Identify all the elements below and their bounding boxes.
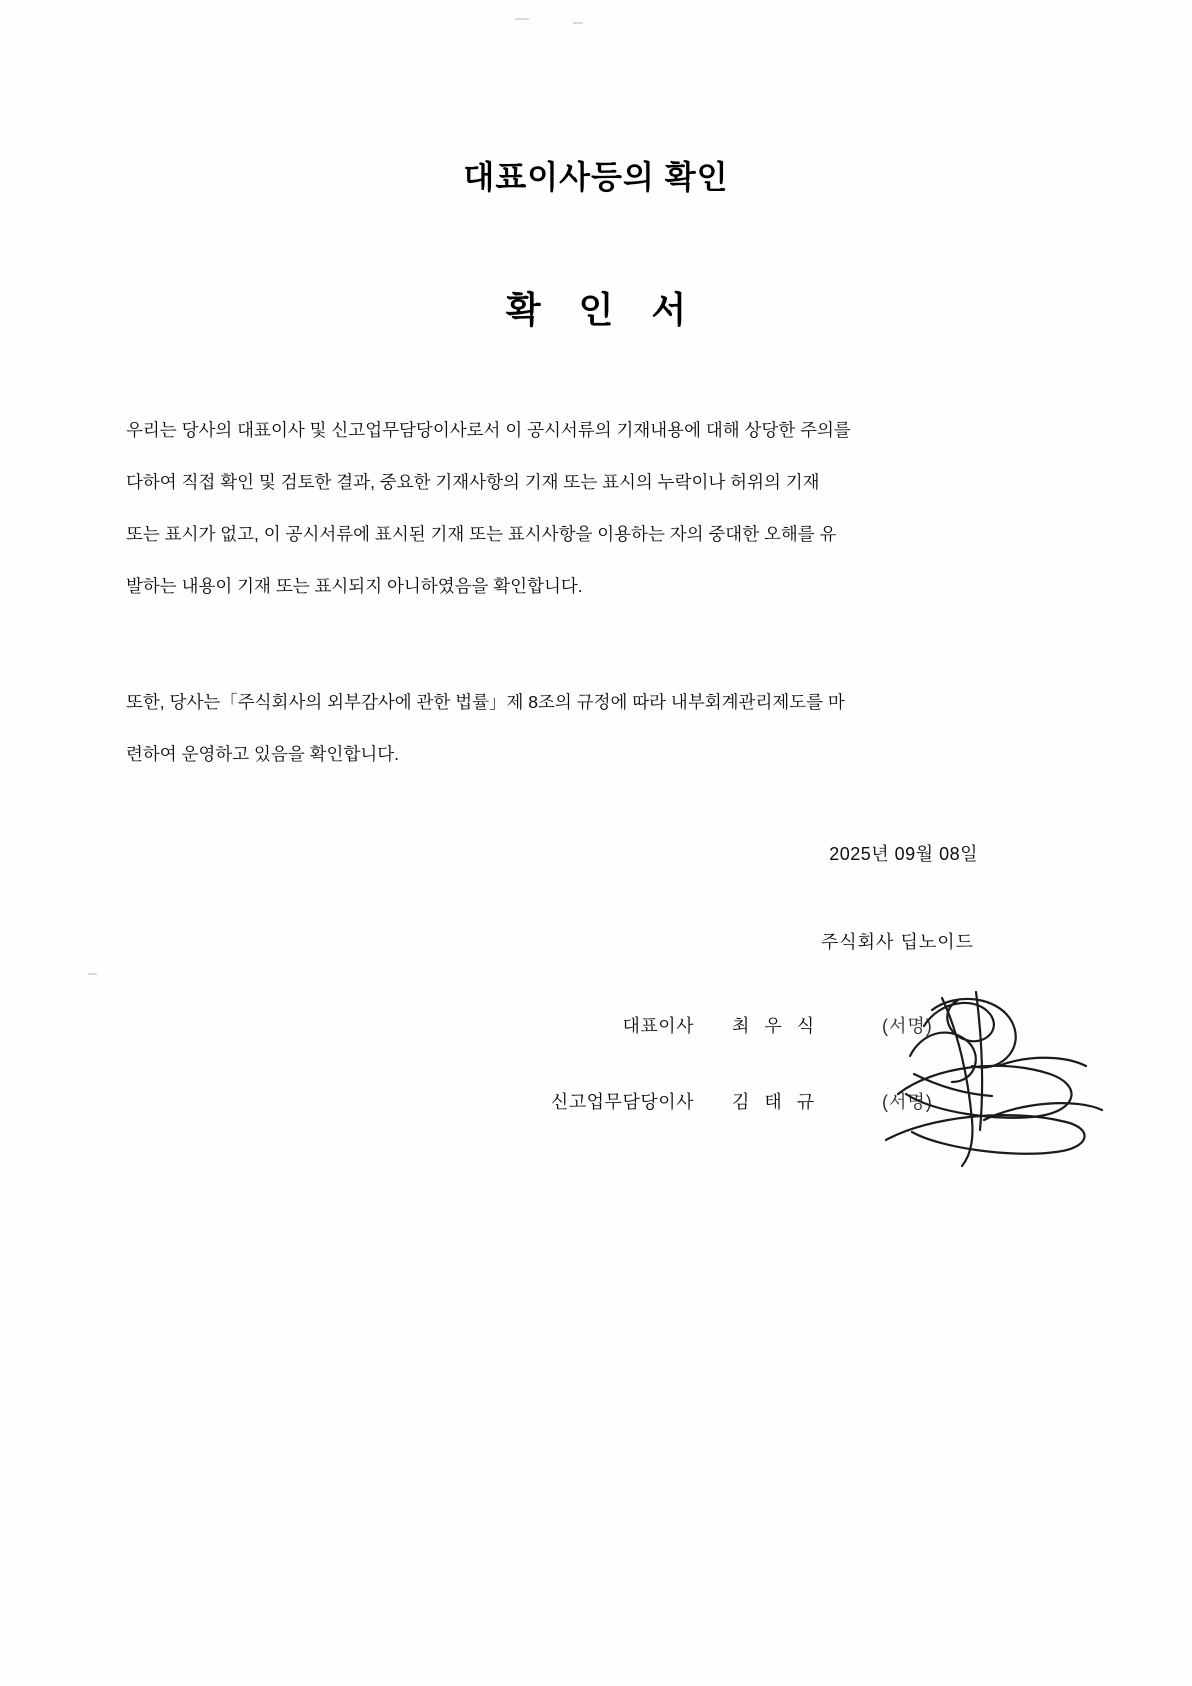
- signer-role-ceo: 대표이사: [622, 1016, 694, 1036]
- paragraph-2-line-1: 또한, 당사는「주식회사의 외부감사에 관한 법률」제 8조의 규정에 따라 내부회계관리제도를 마: [126, 692, 845, 712]
- paragraph-1-line-3: 또는 표시가 없고, 이 공시서류에 표시된 기재 또는 표시사항을 이용하는 자의 중대한 오해를 유: [126, 524, 837, 544]
- scan-speck-1: [515, 18, 529, 20]
- paragraph-1-line-2: 다하여 직접 확인 및 검토한 결과, 중요한 기재사항의 기재 또는 표시의 누락이나 허위의 기재: [126, 472, 820, 492]
- paragraph-2-line-2: 련하여 운영하고 있음을 확인합니다.: [126, 744, 400, 764]
- document-heading: 대표이사등의 확인: [463, 159, 729, 195]
- signer-name-ceo: 최 우 식: [732, 1016, 820, 1036]
- scan-speck-2: [573, 22, 583, 24]
- signer-name-disclosure-officer: 김 태 규: [732, 1092, 820, 1112]
- signer-row-disclosure-officer: [126, 1088, 978, 1114]
- signature-date: 2025년 09월 08일: [829, 844, 978, 864]
- signer-seal-disclosure-officer: (서명): [882, 1092, 933, 1112]
- signer-row-ceo: [126, 1012, 978, 1038]
- signature-block: [126, 840, 978, 1164]
- document-title: 확 인 서: [505, 289, 701, 330]
- paragraph-1-line-4: 발하는 내용이 기재 또는 표시되지 아니하였음을 확인합니다.: [126, 576, 583, 596]
- paragraph-1-line-1: 우리는 당사의 대표이사 및 신고업무담당이사로서 이 공시서류의 기재내용에 대해 상당한 주의를: [126, 420, 851, 440]
- signature-company: 주식회사 딥노이드: [820, 932, 974, 952]
- paragraph-1: [126, 404, 978, 612]
- signer-role-disclosure-officer: 신고업무담당이사: [550, 1092, 694, 1112]
- paragraph-2: [126, 676, 978, 780]
- signer-seal-ceo: (서명): [882, 1016, 933, 1036]
- scan-speck-3: [88, 973, 97, 975]
